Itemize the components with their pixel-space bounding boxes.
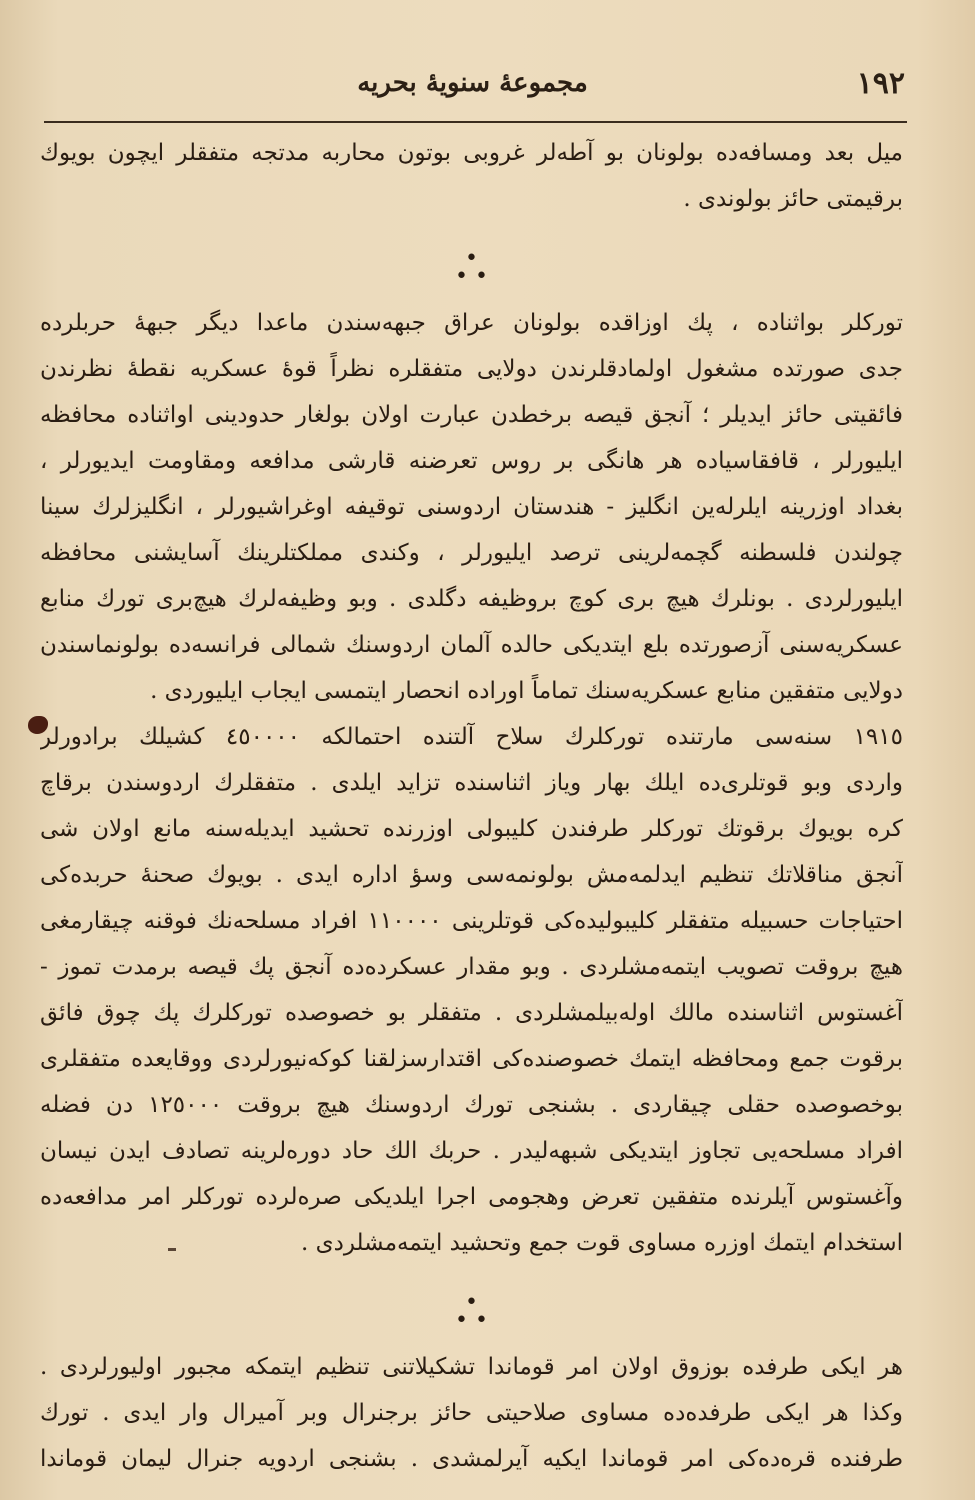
text-line: احتیاجات حسبیله متفقلر کلیبولیده‌کی قوتلرینی ١١٠٠٠٠ افراد مسلحه‌نك فوقنه چیقارمغی [40,908,903,934]
body-text [40,130,903,1482]
text-line: کره بویوك برقوتك تورکلر طرفندن کلیبولی اوزرنده تحشید ایدیله‌سنه مانع اولان شی [40,816,903,842]
text-line: هر ایکی طرفده بوزوق اولان امر قوماندا تشکیلاتنی تنظیم ایتمکه مجبور اولیورلردی . [40,1354,903,1380]
text-line: چولندن فلسطنه گچمه‌لرینی ترصد ایلیورلر ، وکندی مملکتلرینك آسایشنی محافظه [40,540,903,566]
text-line: برقیمتی حائز بولوندی . [683,186,903,212]
running-title: مجموعهٔ سنویهٔ بحریه [357,68,588,98]
text-line: بوخصوصده حقلی چیقاردی . بشنجی تورك اردوسنك هیچ بروقت ١٢٥٠٠٠ دن فضله [40,1092,903,1118]
page-number: ١٩٢ [856,66,905,101]
text-line: بغداد اوزرینه ایلرله‌ین انگلیز - هندستان اردوسنی توقیفه اوغراشیورلر ، انگلیزلرك سینا [40,494,903,520]
text-line: آغستوس اثناسنده مالك اوله‌بیلمشلردی . متفقلر بو خصوصده تورکلرك پك چوق فائق [40,1000,903,1026]
section-separator [40,222,903,300]
text-line: برقوت جمع ومحافظه ایتمك خصوصنده‌کی اقتدارسزلقنا کوکه‌نیورلردی ووقایعده متفقلری [40,1046,903,1072]
text-line: واردی وبو قوتلری‌ده ایلك بهار وياز اثناسنده تزاید ایلدی . متفقلرك اردوسندن برقاچ [40,770,903,796]
text-line: فائقیتی حائز ایدیلر ؛ آنجق قیصه برخطدن عبارت اولان بولغار حدودینی اواثناده محافظه [40,402,903,428]
text-line: وآغستوس آیلرنده متفقین تعرض وهجومی اجرا ایلدیکی صره‌لرده تورکلر امر مدافعه‌ده [40,1184,903,1210]
text-line: طرفنده قره‌ده‌کی امر قوماندا ایکیه آیرلمشدی . بشنجی اردویه جنرال لیمان قوماندا [40,1446,903,1472]
text-line: تورکلر بواثناده ، پك اوزاقده بولونان عراق جبهه‌سندن ماعدا دیگر جبههٔ حربلرده [40,310,903,336]
text-line: عسکریه‌سنی آزصورتده بلع ایتدیکی حالده آلمان اردوسنك شمالی فرانسه‌ده بولونماسندن [40,632,903,658]
text-line: ایلیورلردی . بونلرك هیچ بری کوچ بروظیفه دگلدی . وبو وظیفه‌لرك هیچ‌بری تورك منابع [40,586,903,612]
text-line: آنجق مناقلاتك تنظیم ایدلمه‌مش بولونمه‌سی وسؤ اداره ایدی . بویوك صحنهٔ حربده‌کی [40,862,903,888]
text-line: افراد مسلحه‌یی تجاوز ایتدیکی شبهه‌لیدر . حربك الك حاد دوره‌لرینه تصادف ایدن نیسان [40,1138,903,1164]
text-line: میل بعد ومسافه‌ده بولونان بو آطه‌لر غروبی بوتون محاربه مدتجه متفقلر ایچون بویوك [40,140,903,166]
page-header [40,62,905,110]
text-line: وکذا هر ایکی طرفده‌ده مساوی صلاحیتی حائز برجنرال وبر آمیرال وار ایدی . تورك [40,1400,903,1426]
header-rule [44,121,907,123]
separator-dots: • • • [455,246,488,289]
text-line: جدی صورتده مشغول اولمادقلرندن دولایی متفقلره نظراً قوهٔ عسکریه نقطهٔ نظرندن [40,356,903,382]
text-line: هیچ بروقت تصویب ایتمه‌مشلردی . وبو مقدار عسکرده‌ده آنجق پك قیصه برمدت تموز - [40,954,903,980]
text-line: دولایی متفقین منابع عسکریه‌سنك تماماً اوراده انحصار ایتمسی ایجاب ایلیوردی . [150,678,903,704]
text-line: ایلیورلر ، قافقاسیاده هر هانگی بر روس تعرضنه قارشی مدافعه ومقاومت ایدیورلر ، [40,448,903,474]
section-separator [40,1266,903,1344]
text-line: ١٩١٥ سنه‌سی مارتنده تورکلرك سلاح آلتنده احتمالکه ٤٥٠٠٠٠ کشیلك برادورلر [40,724,903,750]
text-line: استخدام ایتمك اوزره مساوی قوت جمع وتحشید ایتمه‌مشلردی . [301,1230,903,1256]
separator-dots: • • • [455,1290,488,1333]
